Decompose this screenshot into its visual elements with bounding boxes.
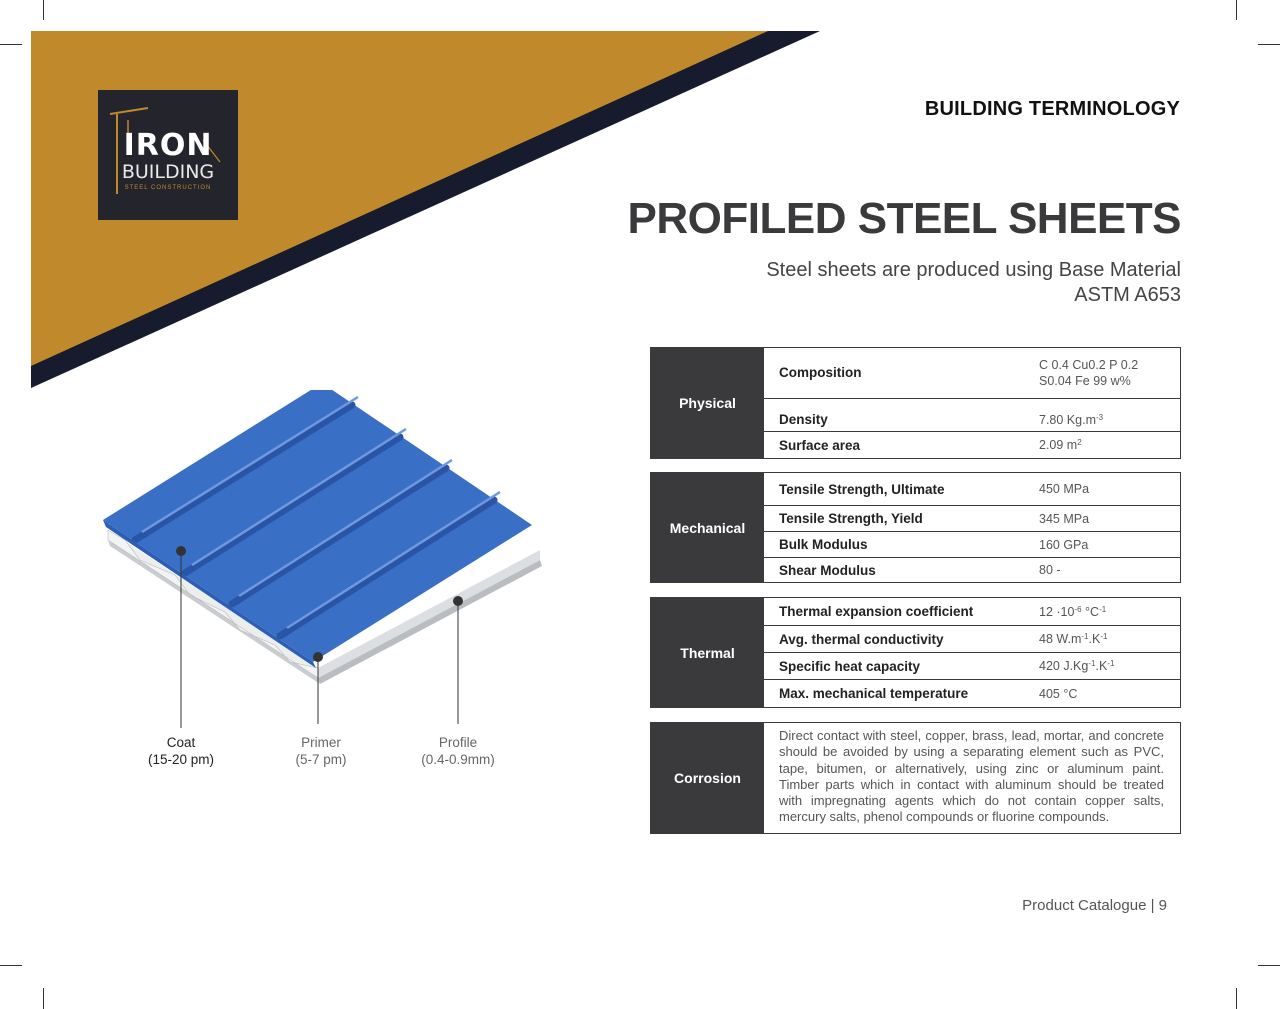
corrosion-table [650,722,1181,834]
property-value: 420 $J.Kg^{-1}.K^{-1}$ [1039,659,1115,673]
property-name: Tensile Strength, Ultimate [779,481,945,497]
subtitle-line: ASTM A653 [1074,284,1181,306]
property-value: 2.09 $m^2$ [1039,438,1082,453]
group-header: Mechanical [651,473,764,582]
table-row [764,506,1180,532]
table-row [764,532,1180,558]
property-value: 405 °C [1039,686,1078,701]
property-value: 450 MPa [1039,482,1090,496]
property-name: Thermal expansion coefficient [779,604,974,619]
corrosion-text: Direct contact with steel, copper, brass, lead, mortar, and concrete should be avoided by using a separating element such as PVC, tape, bitumen, or alternatively, using zinc or aluminum paint. Timber parts which in contact with aluminum should be treated with impregnating agents which do not contain copper salts, mercury salts, phenol compounds or fluorine compounds. [779,728,1164,825]
property-value: 7.80 $Kg.m^{-3}$ [1039,412,1104,427]
table-row [764,558,1180,582]
page-title: PROFILED STEEL SHEETS [627,194,1181,243]
mechanical-properties-table [650,472,1181,583]
property-value [1039,357,1180,389]
group-header: Corrosion [651,723,764,833]
property-name: Tensile Strength, Yield [779,511,923,526]
value-line: S0.04 Fe 99 w% [1039,373,1131,388]
logo-wordmark-iron: IRON [123,128,213,163]
company-logo [98,90,238,220]
group-header: Physical [651,348,764,458]
layer-label-profile [398,734,518,768]
property-name: Bulk Modulus [779,537,868,552]
value-line: C 0.4 Cu0.2 P 0.2 [1039,357,1139,372]
table-row [764,680,1180,707]
property-name: Density [779,412,828,428]
subtitle-line: Steel sheets are produced using Base Material [766,259,1181,281]
logo-tagline: STEEL CONSTRUCTION [124,185,212,191]
sandwich-panel-illustration [90,390,550,740]
property-name: Surface area [779,437,861,453]
page-footer: Product Catalogue | 9 [1022,897,1167,914]
table-row [764,473,1180,506]
table-row [764,432,1180,458]
table-row [764,598,1180,626]
page-subtitle [681,258,1181,308]
property-value: 48 $W.m^{-1}.K^{-1}$ [1039,632,1108,646]
layer-name: Profile [438,735,478,750]
table-row [764,348,1180,399]
thermal-properties-table [650,597,1181,708]
layer-label-primer [261,734,381,768]
property-name: Shear Modulus [779,562,876,578]
property-name: Composition [779,365,862,381]
layer-name: Primer [301,735,341,750]
property-name: Max. mechanical temperature [779,686,969,701]
layer-spec: (15-20 pm) [147,752,215,767]
layer-name: Coat [166,735,196,750]
property-value: 160 GPa [1039,537,1089,552]
property-name: Specific heat capacity [779,658,921,674]
table-row [764,626,1180,653]
group-header: Thermal [651,598,764,707]
layer-label-coat [121,734,241,768]
property-value: $12 \cdot 10^{-6}$ $^\circ C^{-1}$ [1039,604,1107,619]
property-name: Avg. thermal conductivity [779,631,944,647]
property-value: 80 - [1039,563,1061,577]
logo-wordmark-building: BUILDING [121,161,215,183]
section-label: BUILDING TERMINOLOGY [924,98,1180,120]
table-row [764,653,1180,680]
physical-properties-table [650,347,1181,459]
layer-spec: (0.4-0.9mm) [421,752,495,767]
layer-spec: (5-7 pm) [295,752,347,767]
property-value: 345 MPa [1039,511,1090,526]
table-row [764,399,1180,433]
